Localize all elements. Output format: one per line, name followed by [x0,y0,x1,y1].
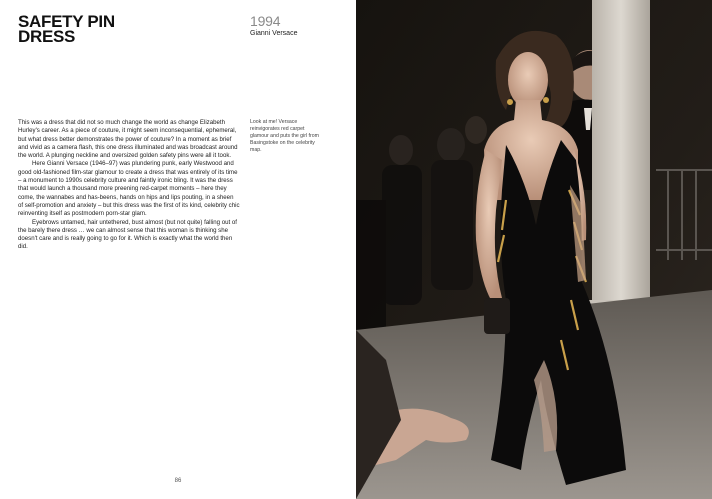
designer-name: Gianni Versace [250,30,298,37]
clutch-bag [484,298,510,334]
stone-column [592,0,650,330]
page-title [18,14,188,44]
woman-face [508,52,548,108]
photograph-image [356,0,712,499]
page-number: 86 [174,478,182,484]
body-text [18,119,240,252]
year-label: 1994 [250,13,281,29]
photo-illustration [356,0,712,499]
photo-caption: Look at me! Versace reinvigorates red carpet glamour and puts the girl from Basingstoke on the celebrity map. [250,119,319,153]
paragraph-3: Eyebrows untamed, hair untethered, bust almost (but not quite) falling out of the barely there dress … we can almost sense that this woman is thinking she doesn't care and is really going to go for it. Which is exactly what the world then did. [18,218,237,251]
title-line-2: DRESS [18,27,76,46]
paragraph-2: Here Gianni Versace (1946–97) was plundering punk, early Westwood and good old-fashioned film-star glamour to create a dress that was entirely of its time – a monument to 1990s celebrity culture and faintly ironic bling. It was the dress that would launch a thousand more preening red-carpet moments – here they come, the wannabes and has-beens, hands on hips and lips pouting, in a sheen of self-promotion and anxiety – but this dress was the first of its kind, celebrity chic reinventing itself as postmodern porn-star glam. [18,160,240,218]
paragraph-1: This was a dress that did not so much change the world as change Elizabeth Hurley's career. As a piece of couture, it might seem inconsequential, ephemeral, but what dress better demonstrates the power of couture? In a moment as brief and vivid as a camera flash, this one dress illuminated and was broadcast around the world. A plunging neckline and oversized golden safety pins were all it took. [18,119,238,160]
title-line-1: SAFETY PIN [18,12,115,31]
